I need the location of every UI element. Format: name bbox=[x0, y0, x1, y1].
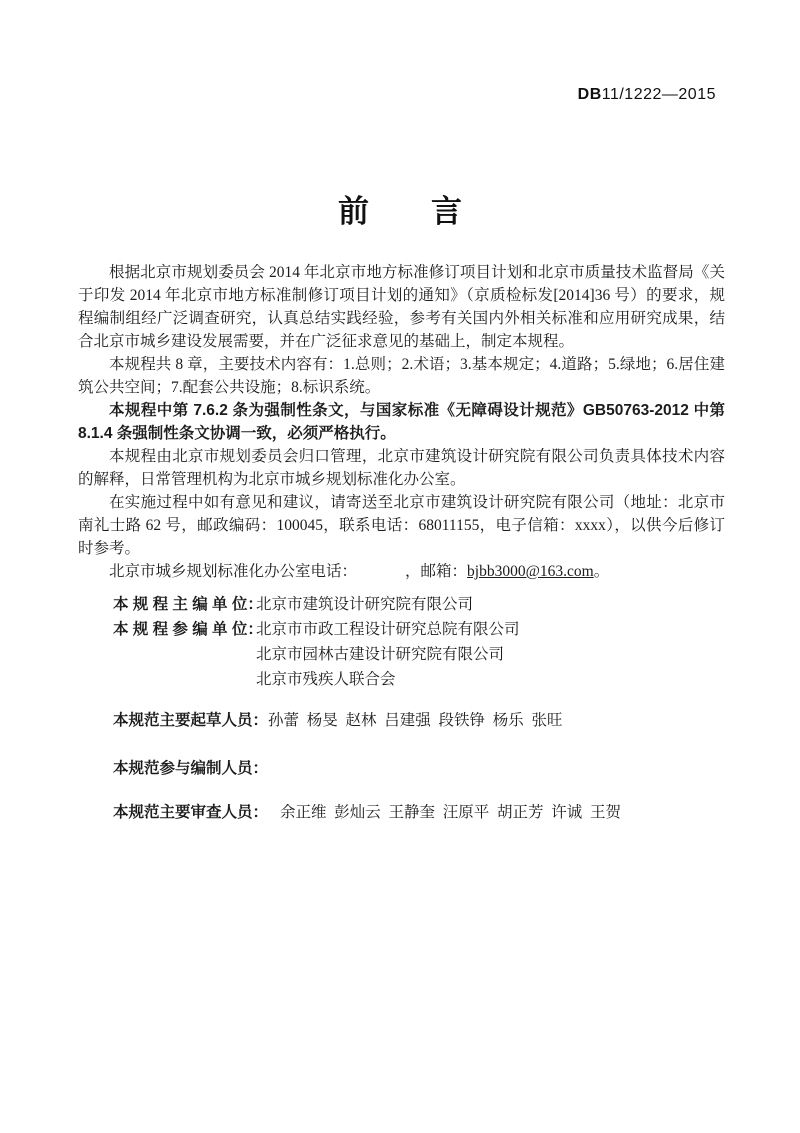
reviewers-names: 余正维 彭灿云 王静奎 汪原平 胡正芳 许诚 王贺 bbox=[280, 804, 622, 821]
document-code-number: 11/1222—2015 bbox=[601, 86, 716, 103]
chief-editor-label: 本 规 程 主 编 单 位： bbox=[113, 596, 263, 613]
document-code bbox=[578, 86, 716, 104]
chief-editor-row bbox=[113, 592, 725, 617]
participating-editor-value: 北京市市政工程设计研究总院有限公司 bbox=[256, 621, 520, 638]
participating-editor-label: 本 规 程 参 编 单 位： bbox=[113, 621, 263, 638]
paragraph-contents: 本规程共 8 章，主要技术内容有：1.总则；2.术语；3.基本规定；4.道路；5.绿地；6.居住建筑公共空间；7.配套公共设施；8.标识系统。 bbox=[78, 356, 725, 396]
reviewers-row bbox=[78, 801, 725, 824]
drafters-names: 孙蕾 杨旻 赵林 吕建强 段铁铮 杨乐 张旺 bbox=[268, 712, 563, 729]
drafters-row bbox=[78, 709, 725, 732]
participating-editor-value-3: 北京市残疾人联合会 bbox=[256, 671, 396, 688]
drafters-label: 本规范主要起草人员： bbox=[113, 712, 269, 729]
contact-separator: ，邮箱： bbox=[405, 563, 468, 580]
participating-editor-value-2: 北京市园林古建设计研究院有限公司 bbox=[256, 646, 505, 663]
contact-period: 。 bbox=[593, 563, 610, 580]
paragraph-mandatory-clause: 本规程中第 7.6.2 条为强制性条文，与国家标准《无障碍设计规范》GB50763-2012 中第 8.1.4 条强制性条文协调一致，必须严格执行。 bbox=[78, 402, 725, 442]
participants-row bbox=[78, 757, 725, 780]
reviewers-label: 本规范主要审查人员： bbox=[113, 804, 269, 821]
editing-units-block bbox=[78, 592, 725, 692]
paragraph-basis: 根据北京市规划委员会 2014 年北京市地方标准修订项目计划和北京市质量技术监督局《关于印发 2014 年北京市地方标准制修订项目计划的通知》（京质检标发[2014]36 号）的要求，规程编制组经广泛调查研究，认真总结实践经验，参考有关国内外相关标准和应用研究成果，结合北京市城乡建设发展需要，并在广泛征求意见的基础上，制定本规程。 bbox=[78, 264, 725, 350]
paragraph-feedback: 在实施过程中如有意见和建议，请寄送至北京市建筑设计研究院有限公司（地址：北京市南礼士路 62 号，邮政编码：100045，联系电话：68011155，电子信箱：xxxx），以供今后修订时参考。 bbox=[78, 494, 725, 557]
participating-editor-row bbox=[113, 617, 725, 642]
foreword-body bbox=[78, 261, 725, 824]
page-title: 前 言 bbox=[338, 194, 462, 229]
participants-label: 本规范参与编制人员： bbox=[113, 760, 269, 777]
contact-line bbox=[78, 560, 725, 583]
document-code-prefix: DB bbox=[577, 86, 602, 103]
paragraph-management: 本规程由北京市规划委员会归口管理，北京市建筑设计研究院有限公司负责具体技术内容的解释，日常管理机构为北京市城乡规划标准化办公室。 bbox=[78, 448, 725, 488]
contact-phone-label: 北京市城乡规划标准化办公室电话： bbox=[109, 563, 358, 580]
chief-editor-value: 北京市建筑设计研究院有限公司 bbox=[256, 596, 474, 613]
contact-email-link[interactable]: bjbb3000@163.com bbox=[467, 563, 594, 580]
